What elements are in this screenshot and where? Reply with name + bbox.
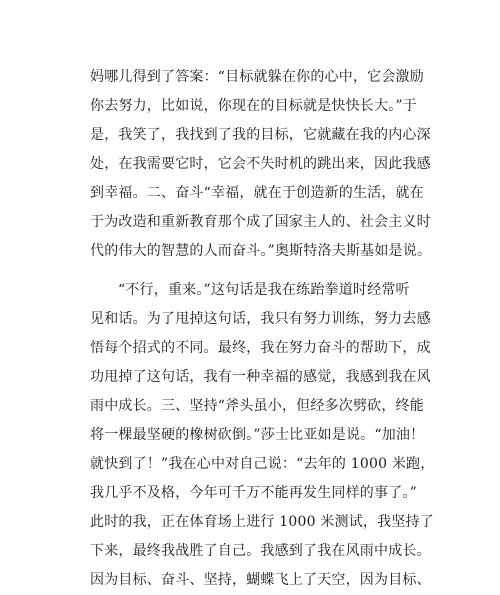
text-line: 我几乎不及格，今年可千万不能再发生同样的事了。” — [90, 485, 417, 501]
paragraph-2 — [90, 276, 434, 595]
paragraph-1 — [90, 63, 431, 266]
text-line: 处，在我需要它时，它会不失时机的跳出来，因此我感 — [90, 156, 431, 172]
text-line: 是，我笑了，我找到了我的目标，它就藏在我的内心深 — [90, 127, 431, 143]
text-line: 下来，最终我战胜了自己。我感到了我在风雨中成长。 — [90, 543, 431, 559]
text-line: 你去努力，比如说，你现在的目标就是快快长大。”于 — [90, 98, 417, 114]
text-line: 悟每个招式的不同。最终，我在努力奋斗的帮助下，成 — [90, 340, 431, 356]
text-line: 功甩掉了这句话，我有一种幸福的感觉，我感到我在风 — [90, 369, 431, 385]
text-line: 雨中成长。三、坚持“斧头虽小，但经多次劈砍，终能 — [90, 398, 424, 414]
text-line: 代的伟大的智慧的人而奋斗。”奥斯特洛夫斯基如是说。 — [90, 243, 432, 259]
text-line-indented: “不行，重来。”这句话是我在练跆拳道时经常听 — [118, 282, 410, 298]
text-line: 将一棵最坚硬的橡树砍倒。”莎士比亚如是说。“加油！ — [90, 427, 425, 443]
text-line: 此时的我，正在体育场上进行 1000 米测试，我坚持了 — [90, 514, 434, 530]
text-line: 于为改造和重新教育那个成了国家主人的、社会主义时 — [90, 214, 431, 230]
text-line: 就快到了！”我在心中对自己说：“去年的 1000 米跑， — [90, 456, 435, 472]
text-line: 妈哪儿得到了答案：“目标就躲在你的心中，它会激励 — [90, 69, 424, 85]
text-line: 到幸福。二、奋斗“幸福，就在于创造新的生活，就在 — [90, 185, 424, 201]
text-line: 见和话。为了甩掉这句话，我只有努力训练，努力去感 — [90, 311, 431, 327]
text-line: 因为目标、奋斗、坚持，蝴蝶飞上了天空，因为目标、 — [90, 572, 431, 588]
